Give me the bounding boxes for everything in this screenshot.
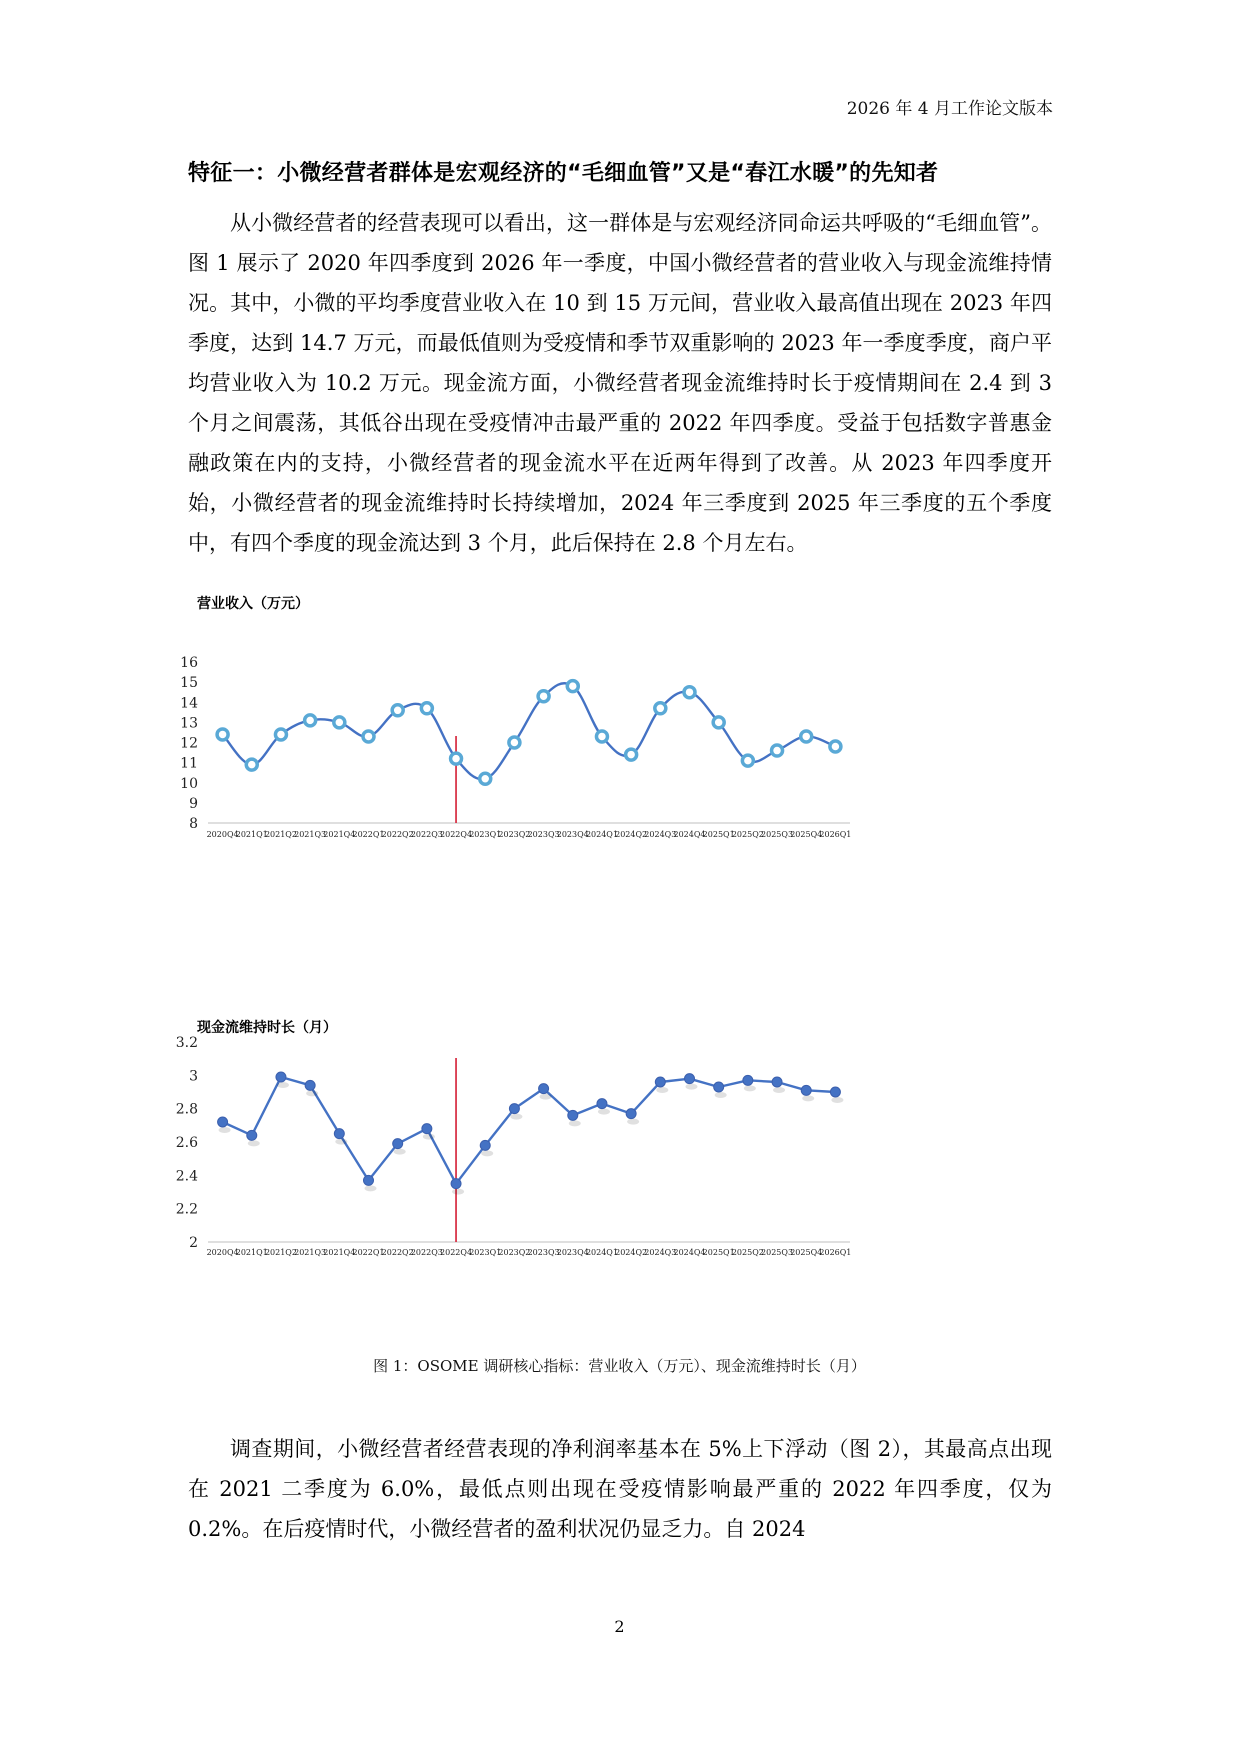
data-point xyxy=(567,681,578,692)
x-tick-label: 2023Q4 xyxy=(556,830,589,839)
y-tick-label: 9 xyxy=(189,795,198,812)
data-point xyxy=(626,749,637,760)
x-tick-label: 2024Q1 xyxy=(585,1248,618,1257)
y-tick-label: 2.2 xyxy=(175,1201,198,1218)
data-point xyxy=(334,717,345,728)
x-tick-label: 2022Q2 xyxy=(381,830,414,839)
data-point-shadow xyxy=(277,1082,289,1088)
data-point xyxy=(772,1077,782,1087)
data-point xyxy=(684,687,695,698)
data-point xyxy=(363,731,374,742)
data-point xyxy=(421,703,432,714)
x-tick-label: 2020Q4 xyxy=(206,830,239,839)
x-tick-label: 2023Q2 xyxy=(498,830,531,839)
data-point-shadow xyxy=(744,1085,756,1091)
x-tick-label: 2023Q2 xyxy=(498,1248,531,1257)
data-point xyxy=(393,1139,403,1149)
data-point xyxy=(392,705,403,716)
data-point xyxy=(334,1129,344,1139)
x-tick-label: 2021Q2 xyxy=(264,830,297,839)
data-point-shadow xyxy=(773,1087,785,1093)
data-point xyxy=(655,1077,665,1087)
data-point xyxy=(539,1084,549,1094)
data-point xyxy=(772,745,783,756)
x-tick-label: 2021Q4 xyxy=(323,830,356,839)
data-point xyxy=(713,717,724,728)
data-point-shadow xyxy=(569,1120,581,1126)
x-tick-label: 2023Q1 xyxy=(469,1248,502,1257)
data-point-shadow xyxy=(627,1119,639,1125)
data-point xyxy=(626,1109,636,1119)
y-tick-label: 2.6 xyxy=(175,1135,198,1151)
page-number: 2 xyxy=(614,1617,625,1636)
data-point xyxy=(480,1140,490,1150)
section-title: 特征一：小微经营者群体是宏观经济的“毛细血管”又是“春江水暖”的先知者 xyxy=(188,161,939,186)
data-point-shadow xyxy=(394,1149,406,1155)
data-point xyxy=(246,759,257,770)
x-tick-label: 2025Q2 xyxy=(731,1248,764,1257)
x-tick-label: 2023Q4 xyxy=(556,1248,589,1257)
data-point xyxy=(538,691,549,702)
x-tick-label: 2025Q3 xyxy=(761,830,794,839)
x-tick-label: 2022Q1 xyxy=(352,830,385,839)
data-point-shadow xyxy=(306,1090,318,1096)
body-paragraph-1: 从小微经营者的经营表现可以看出，这一群体是与宏观经济同命运共呼吸的“毛细血管”。图 1 展示了 2020 年四季度到 2026 年一季度，中国小微经营者的营业收入与现金流维持情况。其中，小微的平均季度营业收入在 10 到 15 万元间，营业收入最高值出现在 2023 年四季度，达到 14.7 万元，而最低值则为受疫情和季节双重影响的 2023 年一季度季度，商户平均营业收入为 10.2 万元。现金流方面，小微经营者现金流维持时长于疫情期间在 2.4 到 3 个月之间震荡，其低谷出现在受疫情冲击最严重的 2022 年四季度。受益于包括数字普惠金融政策在内的支持，小微经营者的现金流水平在近两年得到了改善。从 2023 年四季度开始，小微经营者的现金流维持时长持续增加，2024 年三季度到 2025 年三季度的五个季度中，有四个季度的现金流达到 3 个月，此后保持在 2.8 个月左右。 xyxy=(188,211,1052,555)
data-point xyxy=(830,741,841,752)
x-tick-label: 2025Q4 xyxy=(790,830,823,839)
data-point xyxy=(743,1075,753,1085)
chart-title: 营业收入（万元） xyxy=(197,596,309,612)
data-point xyxy=(801,731,812,742)
revenue-line-chart xyxy=(180,588,960,858)
data-point xyxy=(305,715,316,726)
x-tick-label: 2022Q2 xyxy=(381,1248,414,1257)
data-point xyxy=(422,1124,432,1134)
x-tick-label: 2025Q1 xyxy=(702,830,735,839)
data-point-shadow xyxy=(598,1109,610,1115)
y-tick-label: 3.2 xyxy=(175,1035,198,1051)
data-point xyxy=(742,755,753,766)
data-point-shadow xyxy=(365,1185,377,1191)
x-tick-label: 2021Q1 xyxy=(235,830,268,839)
y-tick-label: 3 xyxy=(189,1068,198,1085)
data-point xyxy=(596,731,607,742)
data-point xyxy=(509,1104,519,1114)
data-point xyxy=(685,1074,695,1084)
data-point-shadow xyxy=(510,1114,522,1120)
x-tick-label: 2022Q1 xyxy=(352,1248,385,1257)
x-tick-label: 2023Q3 xyxy=(527,830,560,839)
y-tick-label: 2.4 xyxy=(175,1168,198,1185)
data-point xyxy=(480,773,491,784)
data-point xyxy=(275,729,286,740)
y-tick-label: 16 xyxy=(180,655,198,671)
x-tick-label: 2026Q1 xyxy=(819,1248,852,1257)
data-point xyxy=(451,753,462,764)
data-point xyxy=(830,1087,840,1097)
x-tick-label: 2025Q1 xyxy=(702,1248,735,1257)
data-point-shadow xyxy=(248,1140,260,1146)
y-tick-label: 12 xyxy=(180,735,198,752)
x-tick-label: 2021Q4 xyxy=(323,1248,356,1257)
x-tick-label: 2022Q4 xyxy=(440,1248,473,1257)
x-tick-label: 2022Q3 xyxy=(410,1248,443,1257)
data-point xyxy=(218,1117,228,1127)
x-tick-label: 2020Q4 xyxy=(206,1248,239,1257)
data-point xyxy=(714,1082,724,1092)
cashflow-line-chart xyxy=(175,1010,960,1310)
data-point-shadow xyxy=(423,1134,435,1140)
x-tick-label: 2024Q1 xyxy=(585,830,618,839)
data-point-shadow xyxy=(452,1189,464,1195)
x-tick-label: 2024Q4 xyxy=(673,1248,706,1257)
data-point-shadow xyxy=(219,1127,231,1133)
x-tick-label: 2021Q2 xyxy=(264,1248,297,1257)
x-tick-label: 2026Q1 xyxy=(819,830,852,839)
data-point xyxy=(364,1175,374,1185)
data-point xyxy=(509,737,520,748)
x-tick-label: 2025Q4 xyxy=(790,1248,823,1257)
y-tick-label: 15 xyxy=(180,675,198,692)
data-point-shadow xyxy=(686,1084,698,1090)
y-tick-label: 8 xyxy=(189,816,198,832)
x-tick-label: 2023Q1 xyxy=(469,830,502,839)
data-point-shadow xyxy=(481,1150,493,1156)
data-point xyxy=(801,1085,811,1095)
body-paragraph-2: 调查期间，小微经营者经营表现的净利润率基本在 5%上下浮动（图 2），其最高点出现在 2021 二季度为 6.0%，最低点则出现在受疫情影响最严重的 2022 年四季度，仅为 0.2%。在后疫情时代，小微经营者的盈利状况仍显乏力。自 2024 xyxy=(188,1437,1052,1541)
x-tick-label: 2024Q3 xyxy=(644,830,677,839)
data-point xyxy=(597,1099,607,1109)
data-point-shadow xyxy=(831,1097,843,1103)
data-point xyxy=(451,1179,461,1189)
page-header: 2026 年 4 月工作论文版本 xyxy=(846,99,1053,119)
data-point-shadow xyxy=(715,1092,727,1098)
y-tick-label: 11 xyxy=(180,755,198,772)
x-tick-label: 2022Q3 xyxy=(410,830,443,839)
x-tick-label: 2021Q3 xyxy=(294,1248,327,1257)
y-tick-label: 13 xyxy=(180,715,198,732)
x-tick-label: 2023Q3 xyxy=(527,1248,560,1257)
x-tick-label: 2024Q3 xyxy=(644,1248,677,1257)
data-point xyxy=(568,1110,578,1120)
x-tick-label: 2025Q2 xyxy=(731,830,764,839)
data-point-shadow xyxy=(540,1094,552,1100)
data-point xyxy=(305,1080,315,1090)
data-point-shadow xyxy=(335,1139,347,1145)
y-tick-label: 10 xyxy=(180,775,198,792)
y-tick-label: 14 xyxy=(180,695,198,712)
data-point-shadow xyxy=(802,1095,814,1101)
data-point xyxy=(247,1130,257,1140)
figure-caption: 图 1：OSOME 调研核心指标：营业收入（万元）、现金流维持时长（月） xyxy=(373,1357,866,1375)
x-tick-label: 2021Q1 xyxy=(235,1248,268,1257)
data-point xyxy=(217,729,228,740)
y-tick-label: 2 xyxy=(189,1235,198,1251)
x-tick-label: 2024Q2 xyxy=(615,1248,648,1257)
data-point xyxy=(276,1072,286,1082)
x-tick-label: 2025Q3 xyxy=(761,1248,794,1257)
y-tick-label: 2.8 xyxy=(175,1101,198,1118)
x-tick-label: 2024Q2 xyxy=(615,830,648,839)
x-tick-label: 2024Q4 xyxy=(673,830,706,839)
chart-title: 现金流维持时长（月） xyxy=(197,1020,337,1036)
x-tick-label: 2021Q3 xyxy=(294,830,327,839)
data-point-shadow xyxy=(656,1087,668,1093)
x-tick-label: 2022Q4 xyxy=(440,830,473,839)
data-point xyxy=(655,703,666,714)
